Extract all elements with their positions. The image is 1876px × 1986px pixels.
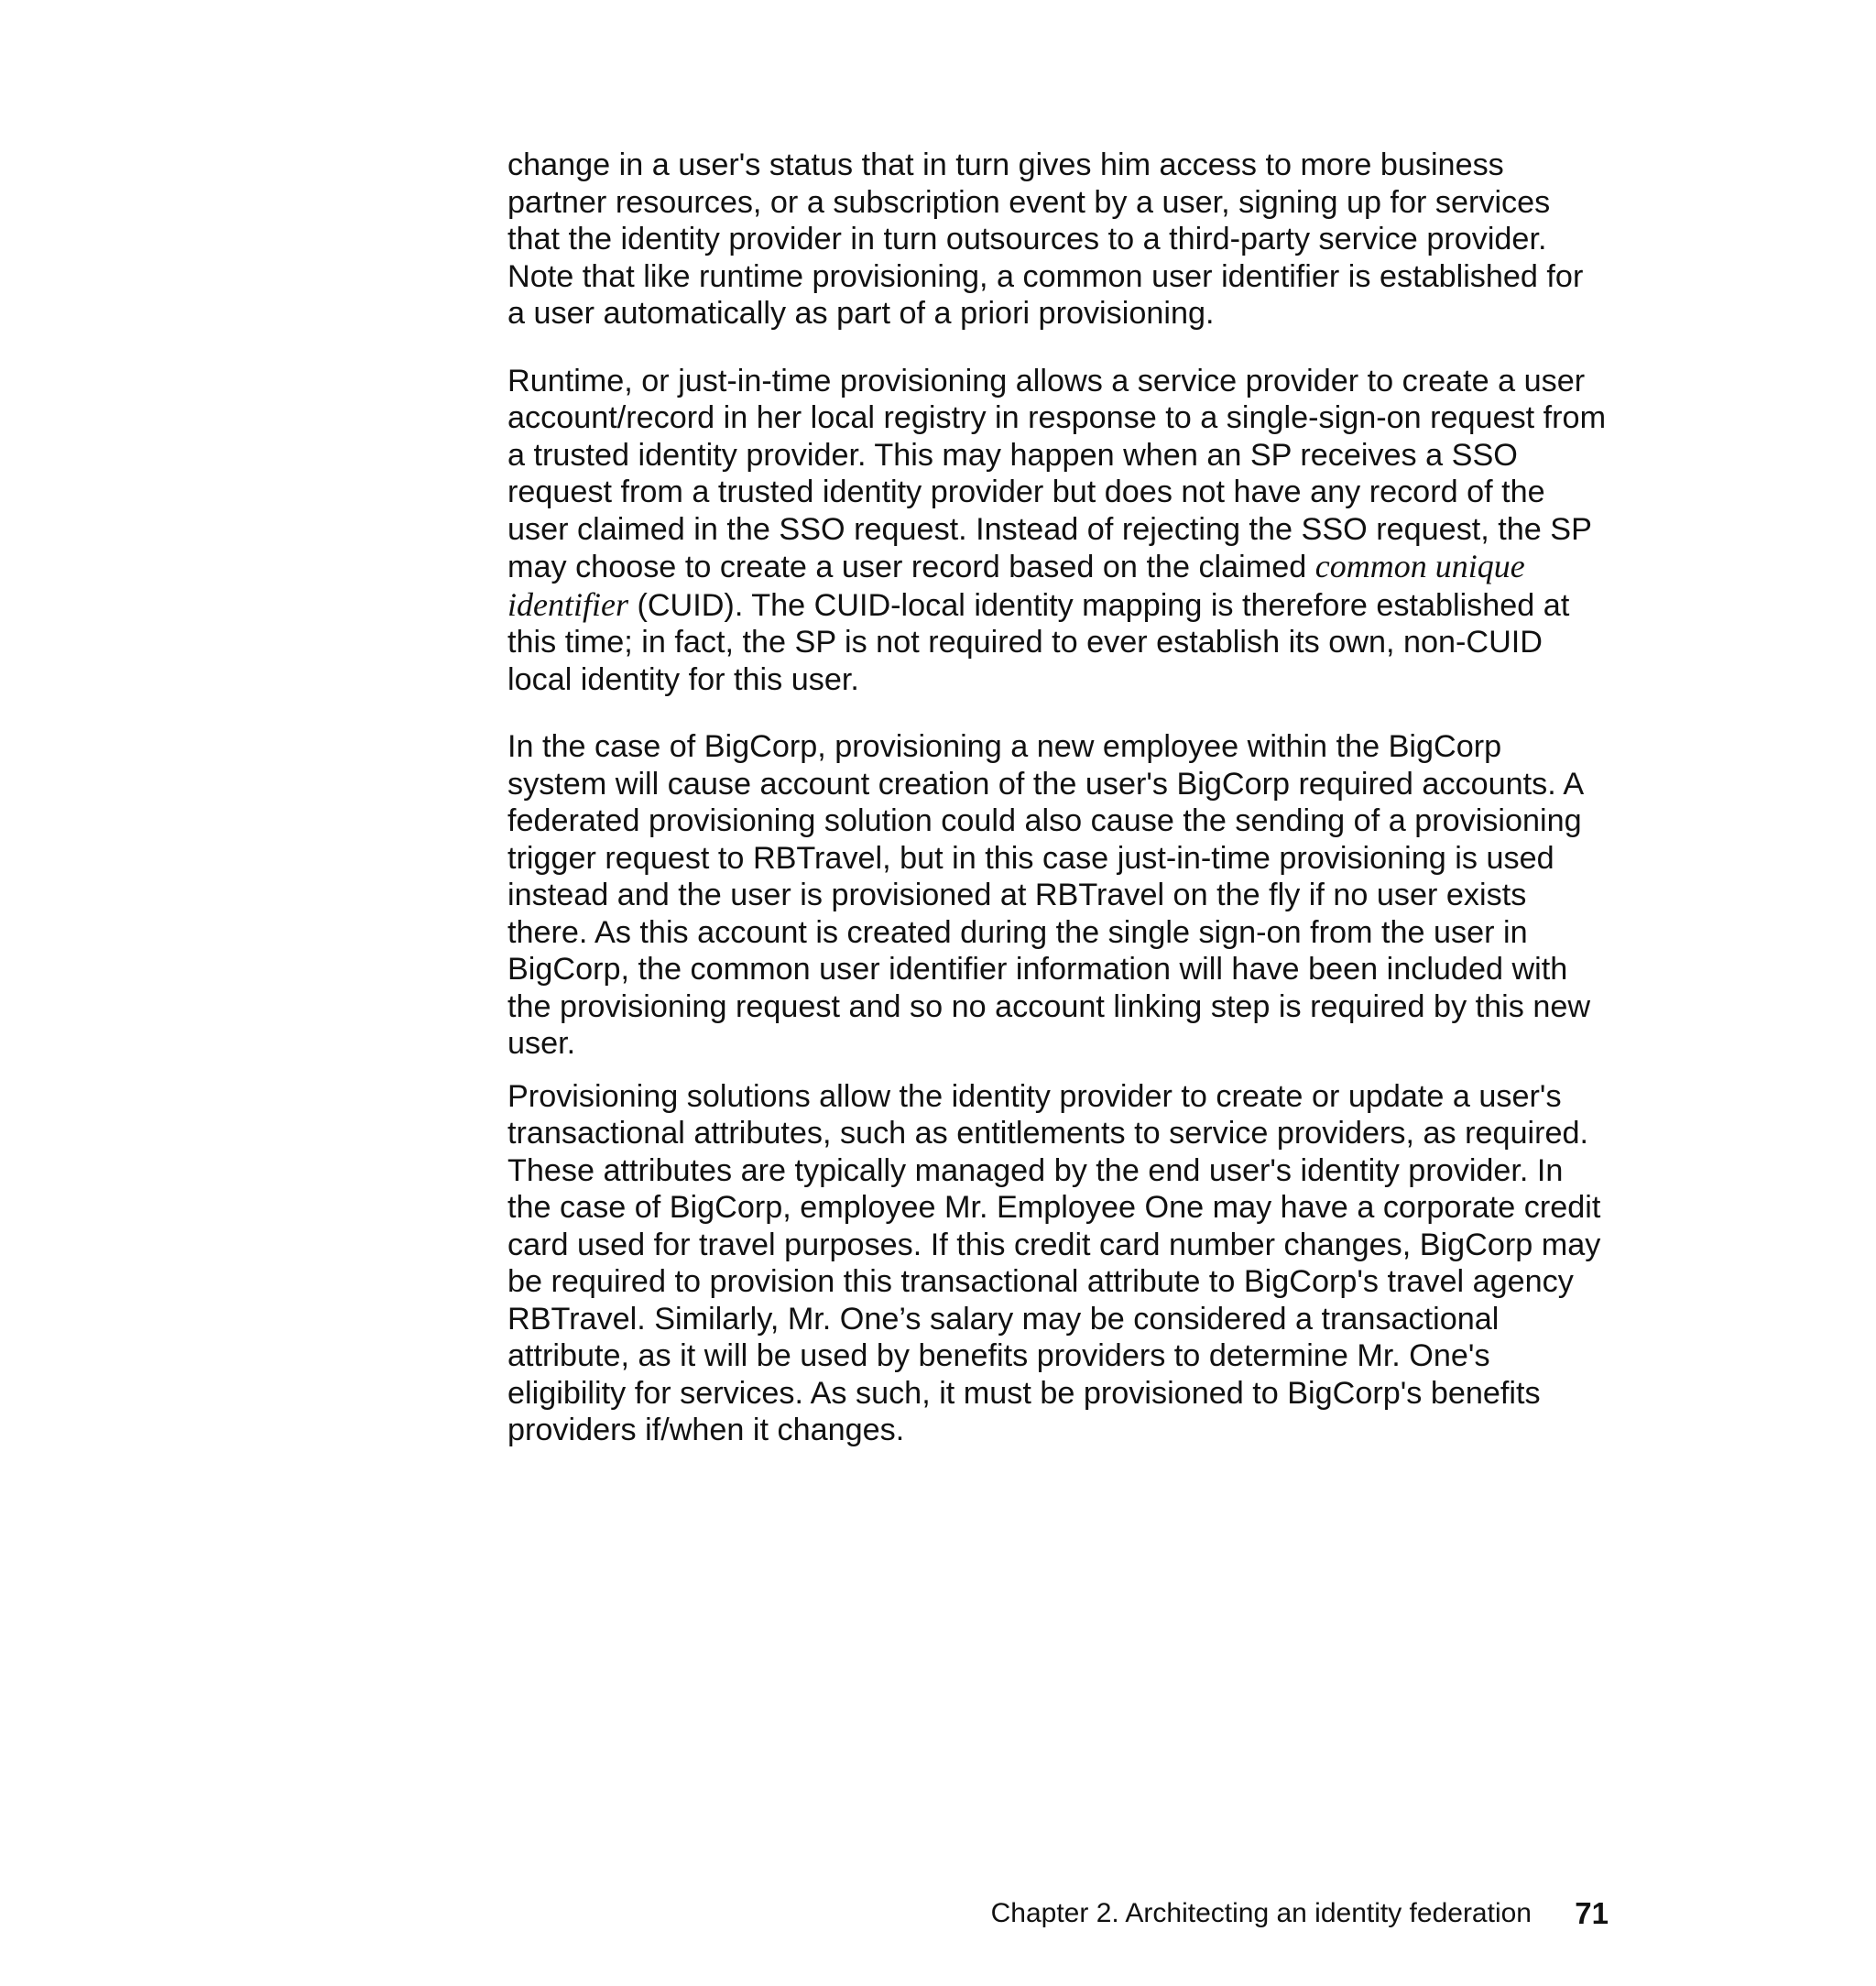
cuid-emphasis: common unique identifier bbox=[507, 548, 1525, 623]
body-text bbox=[507, 147, 1609, 1479]
paragraph-a-priori-provisioning: change in a user's status that in turn gives him access to more business partner resources, or a subscription event by a user, signing up for services that the identity provider in turn outsources to a third-party service provider. Note that like runtime provisioning, a common user identifier is established for a user automatically as part of a priori provisioning. bbox=[507, 147, 1584, 331]
runtime-text-start: Runtime, or just-in-time provisioning allows a service provider to create a user account/record in her local registry in response to a single-sign-on request from a trusted identity provider. This may happen when an SP receives a SSO request from a trusted identity provider but does not have any record of the user claimed in the SSO request. Instead of rejecting the SSO request, the SP may choose to create a user record based on the claimed bbox=[507, 363, 1607, 584]
page-footer bbox=[976, 1893, 1609, 1934]
chapter-title: Chapter 2. Architecting an identity federation bbox=[990, 1898, 1532, 1928]
paragraph-runtime-provisioning bbox=[507, 363, 1609, 699]
paragraph-bigcorp-example: In the case of BigCorp, provisioning a new employee within the BigCorp system will cause account creation of the user's BigCorp required accounts. A federated provisioning solution could also cause the sending of a provisioning trigger request to RBTravel, but in this case just-in-time provisioning is used instead and the user is provisioned at RBTravel on the fly if no user exists there. As this account is created during the single sign-on from the user in BigCorp, the common user identifier information will have been included with the provisioning request and so no account linking step is required by this new user. bbox=[507, 729, 1591, 1061]
paragraph-transactional-attributes: Provisioning solutions allow the identity provider to create or update a user's transactional attributes, such as entitlements to service providers, as required. These attributes are typically managed by the end user's identity provider. In the case of BigCorp, employee Mr. Employee One may have a corporate credit card used for travel purposes. If this credit card number changes, BigCorp may be required to provision this transactional attribute to BigCorp's travel agency RBTravel. Similarly, Mr. One’s salary may be considered a transactional attribute, as it will be used by benefits providers to determine Mr. One's eligibility for services. As such, it must be provisioned to BigCorp's benefits providers if/when it changes. bbox=[507, 1078, 1601, 1447]
page-number: 71 bbox=[1575, 1896, 1609, 1930]
runtime-text-end: (CUID). The CUID-local identity mapping is therefore established at this time; in fact, the SP is not required to ever establish its own, non-CUID local identity for this user. bbox=[507, 587, 1570, 697]
